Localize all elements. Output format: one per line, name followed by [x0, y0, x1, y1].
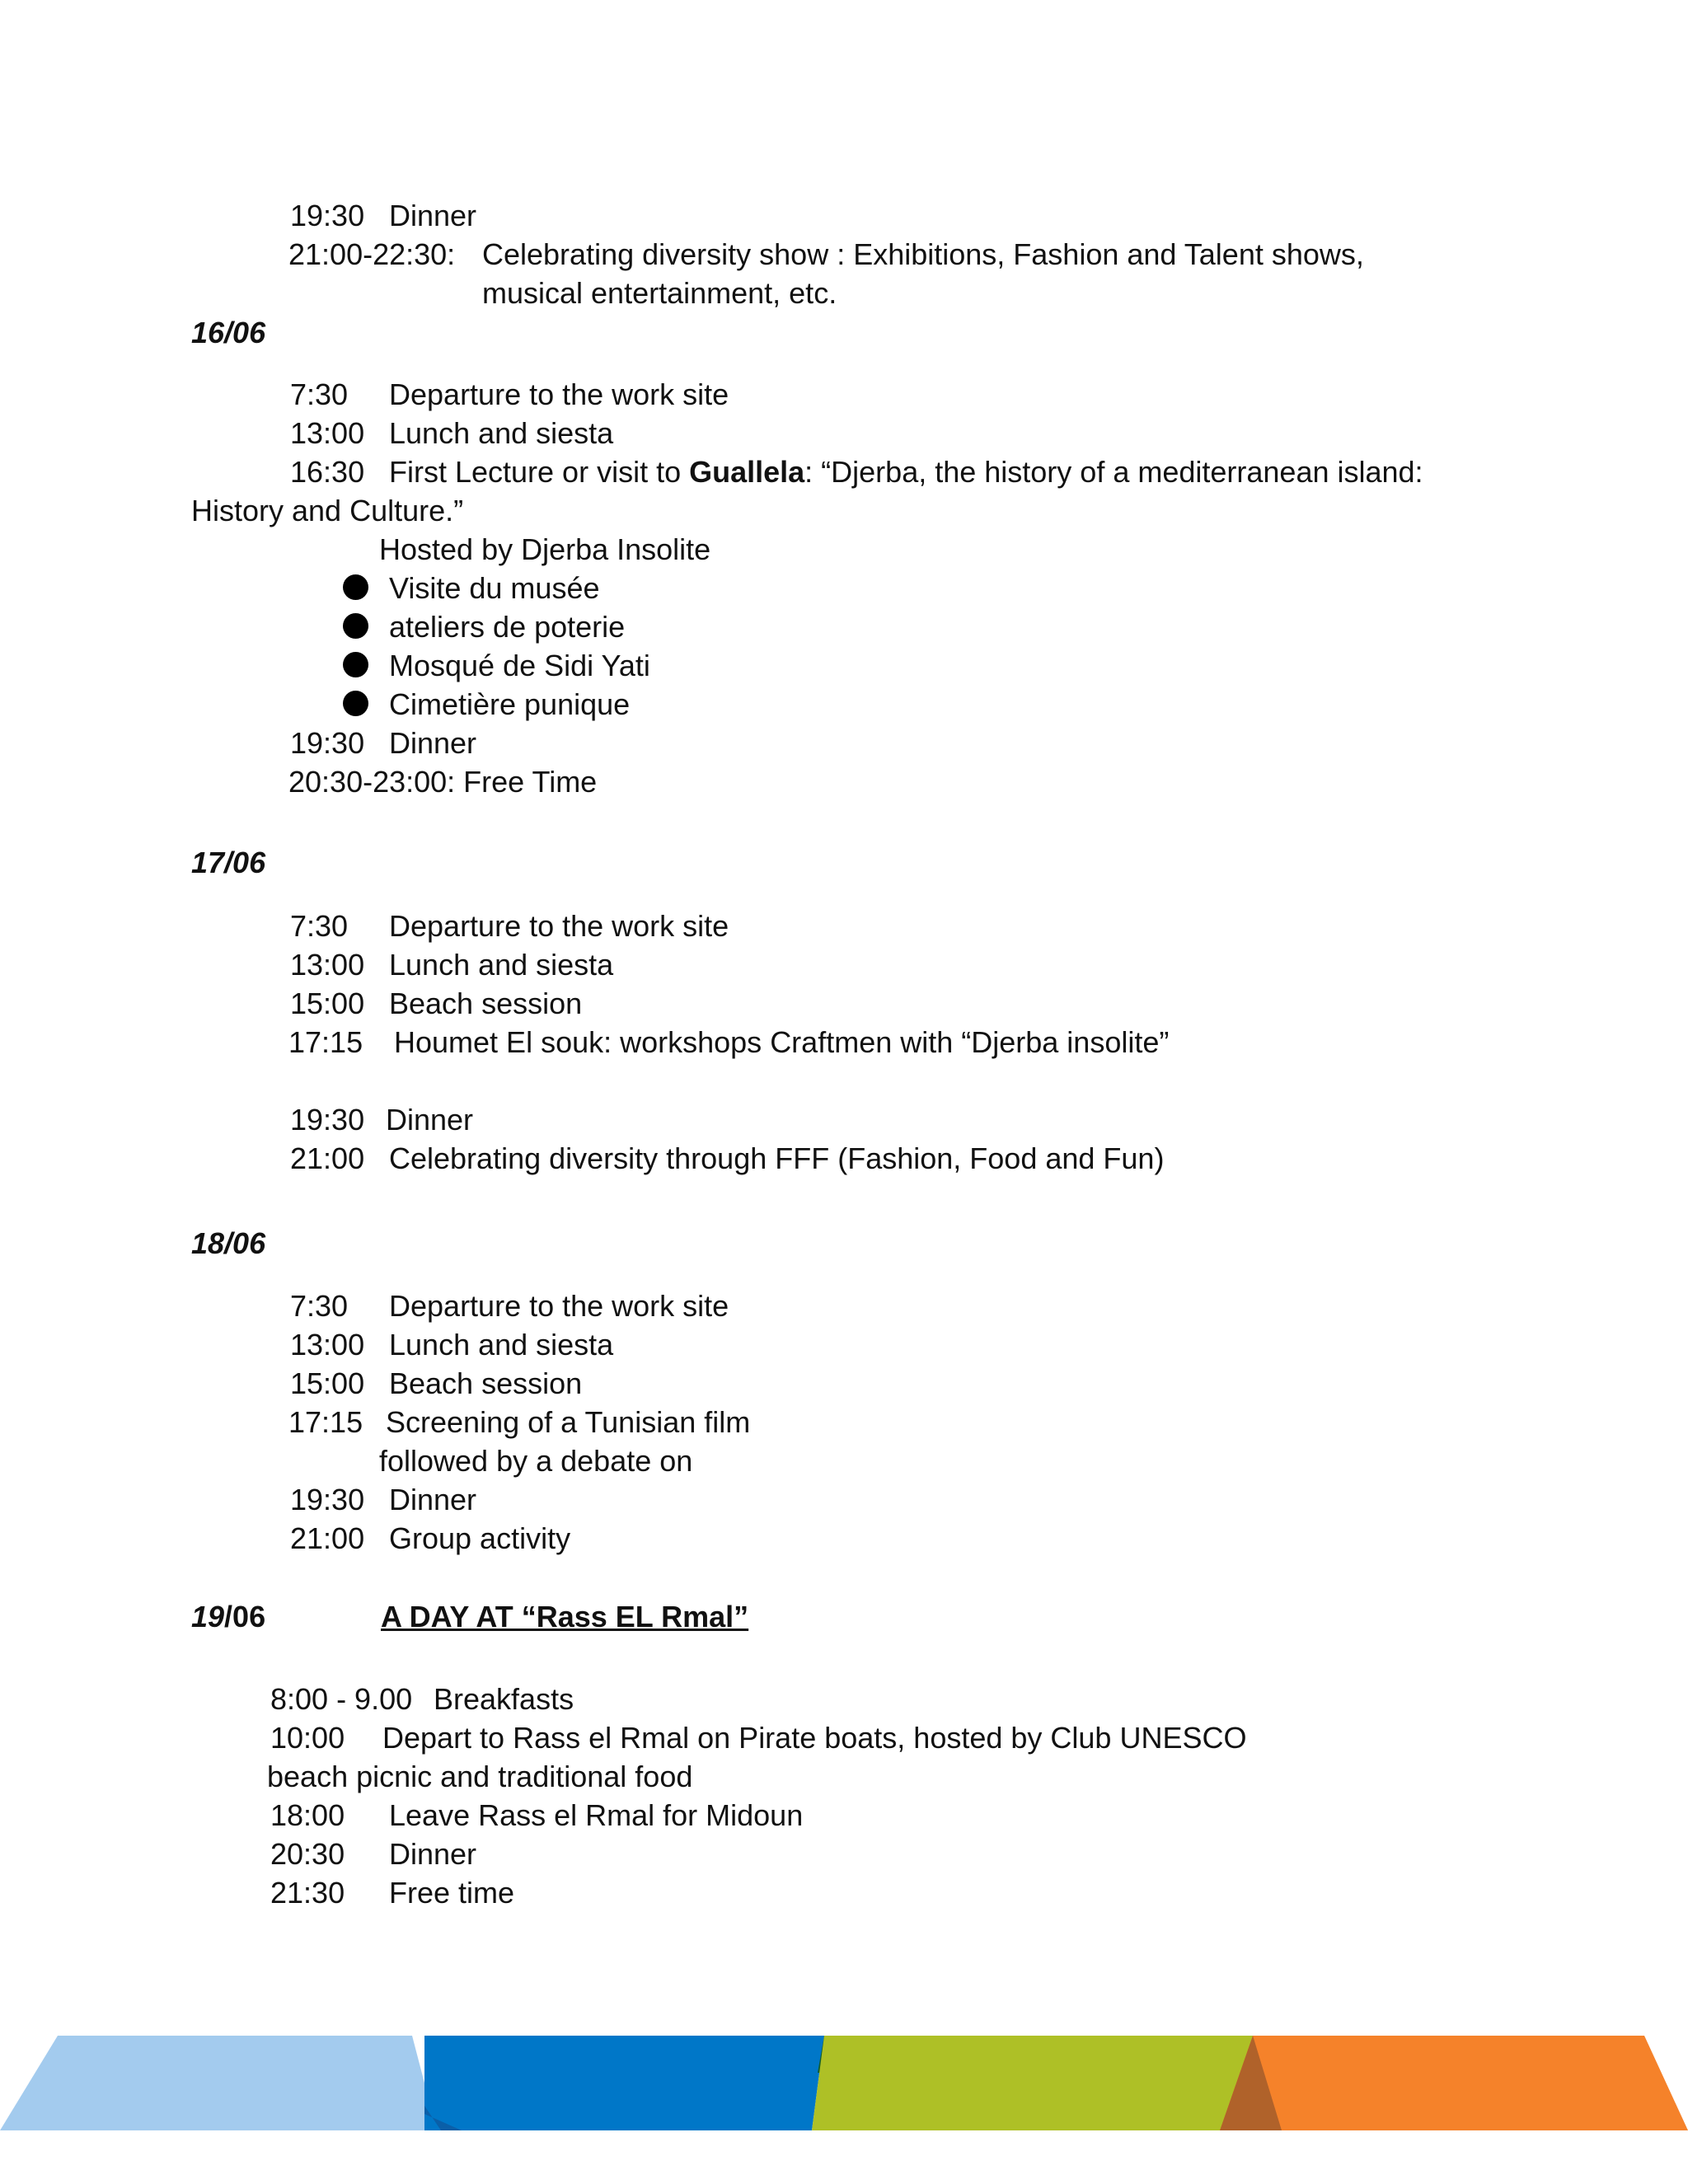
- time: 8:00 - 9.00: [270, 1682, 413, 1716]
- day-heading: A DAY AT “Rass EL Rmal”: [381, 1600, 749, 1633]
- bullet-icon: [343, 574, 368, 600]
- activity-continuation: beach picnic and traditional food: [267, 1760, 693, 1793]
- time: 19:30: [290, 199, 365, 232]
- time: 19:30: [290, 1483, 365, 1516]
- time: 19:30: [290, 726, 365, 760]
- activity-continuation: History and Culture.”: [191, 494, 464, 527]
- activity-continuation: followed by a debate on: [379, 1444, 693, 1478]
- activity: Beach session: [389, 987, 583, 1020]
- footer-color-band: [0, 2036, 1688, 2159]
- activity: Screening of a Tunisian film: [386, 1405, 751, 1439]
- list-item: Cimetière punique: [389, 687, 631, 721]
- activity-continuation: musical entertainment, etc.: [482, 276, 837, 310]
- activity: Dinner: [389, 726, 477, 760]
- date-month: /06: [224, 1600, 266, 1633]
- time: 15:00: [290, 1366, 365, 1400]
- activity: Celebrating diversity show : Exhibitions, Fashion and Talent shows,: [482, 237, 1364, 271]
- bullet-icon: [343, 652, 368, 677]
- date-heading: 16/06: [191, 316, 266, 349]
- activity: Free time: [389, 1876, 515, 1910]
- activity: Leave Rass el Rmal for Midoun: [389, 1798, 804, 1832]
- place-name: Guallela: [689, 455, 805, 489]
- bullet-icon: [343, 613, 368, 639]
- activity: Dinner: [389, 1837, 477, 1871]
- activity: 20:30-23:00: Free Time: [288, 765, 598, 799]
- activity-text: : “Djerba, the history of a mediterranean island:: [804, 455, 1423, 489]
- activity: Group activity: [389, 1521, 571, 1555]
- list-item: Visite du musée: [389, 571, 600, 605]
- time: 21:00-22:30:: [288, 237, 456, 271]
- time: 7:30: [290, 377, 349, 411]
- activity: Dinner: [389, 199, 477, 232]
- activity: Lunch and siesta: [389, 416, 614, 450]
- time: 21:00: [290, 1141, 365, 1175]
- bullet-icon: [343, 691, 368, 716]
- activity: Breakfasts: [434, 1682, 574, 1716]
- time: 21:30: [270, 1876, 345, 1910]
- footer-band-green: [812, 2036, 1261, 2130]
- list-item: ateliers de poterie: [389, 610, 626, 644]
- time: 16:30: [290, 455, 365, 489]
- time: 7:30: [290, 909, 349, 943]
- time: 7:30: [290, 1289, 349, 1323]
- date-heading: 18/06: [191, 1226, 266, 1260]
- time: 20:30: [270, 1837, 345, 1871]
- list-item: Mosqué de Sidi Yati: [389, 649, 650, 682]
- time: 13:00: [290, 416, 365, 450]
- date-day: 19: [191, 1600, 225, 1633]
- time: 15:00: [290, 987, 365, 1020]
- hosted-by: Hosted by Djerba Insolite: [379, 532, 711, 566]
- footer-band-orange: [1220, 2036, 1688, 2130]
- activity: Departure to the work site: [389, 377, 729, 411]
- footer-band-light-blue: [0, 2036, 437, 2130]
- activity: Departure to the work site: [389, 1289, 729, 1323]
- time: 10:00: [270, 1721, 345, 1755]
- activity: Departure to the work site: [389, 909, 729, 943]
- time: 18:00: [270, 1798, 345, 1832]
- time: 19:30: [290, 1103, 365, 1137]
- time: 13:00: [290, 1328, 365, 1361]
- footer-band-blue: [424, 2036, 824, 2130]
- date-heading: [191, 1602, 265, 1632]
- activity: Beach session: [389, 1366, 583, 1400]
- activity-text: First Lecture or visit to: [389, 455, 682, 489]
- time: 13:00: [290, 948, 365, 982]
- time: 17:15: [288, 1025, 363, 1059]
- activity: Depart to Rass el Rmal on Pirate boats, hosted by Club UNESCO: [382, 1721, 1247, 1755]
- activity: Houmet El souk: workshops Craftmen with “Djerba insolite”: [394, 1025, 1170, 1059]
- activity: Celebrating diversity through FFF (Fashion, Food and Fun): [389, 1141, 1165, 1175]
- activity: Dinner: [389, 1483, 477, 1516]
- time: 21:00: [290, 1521, 365, 1555]
- activity: Lunch and siesta: [389, 948, 614, 982]
- activity: Lunch and siesta: [389, 1328, 614, 1361]
- activity: Dinner: [386, 1103, 474, 1137]
- activity: [389, 457, 1423, 487]
- time: 17:15: [288, 1405, 363, 1439]
- date-heading: 17/06: [191, 846, 266, 879]
